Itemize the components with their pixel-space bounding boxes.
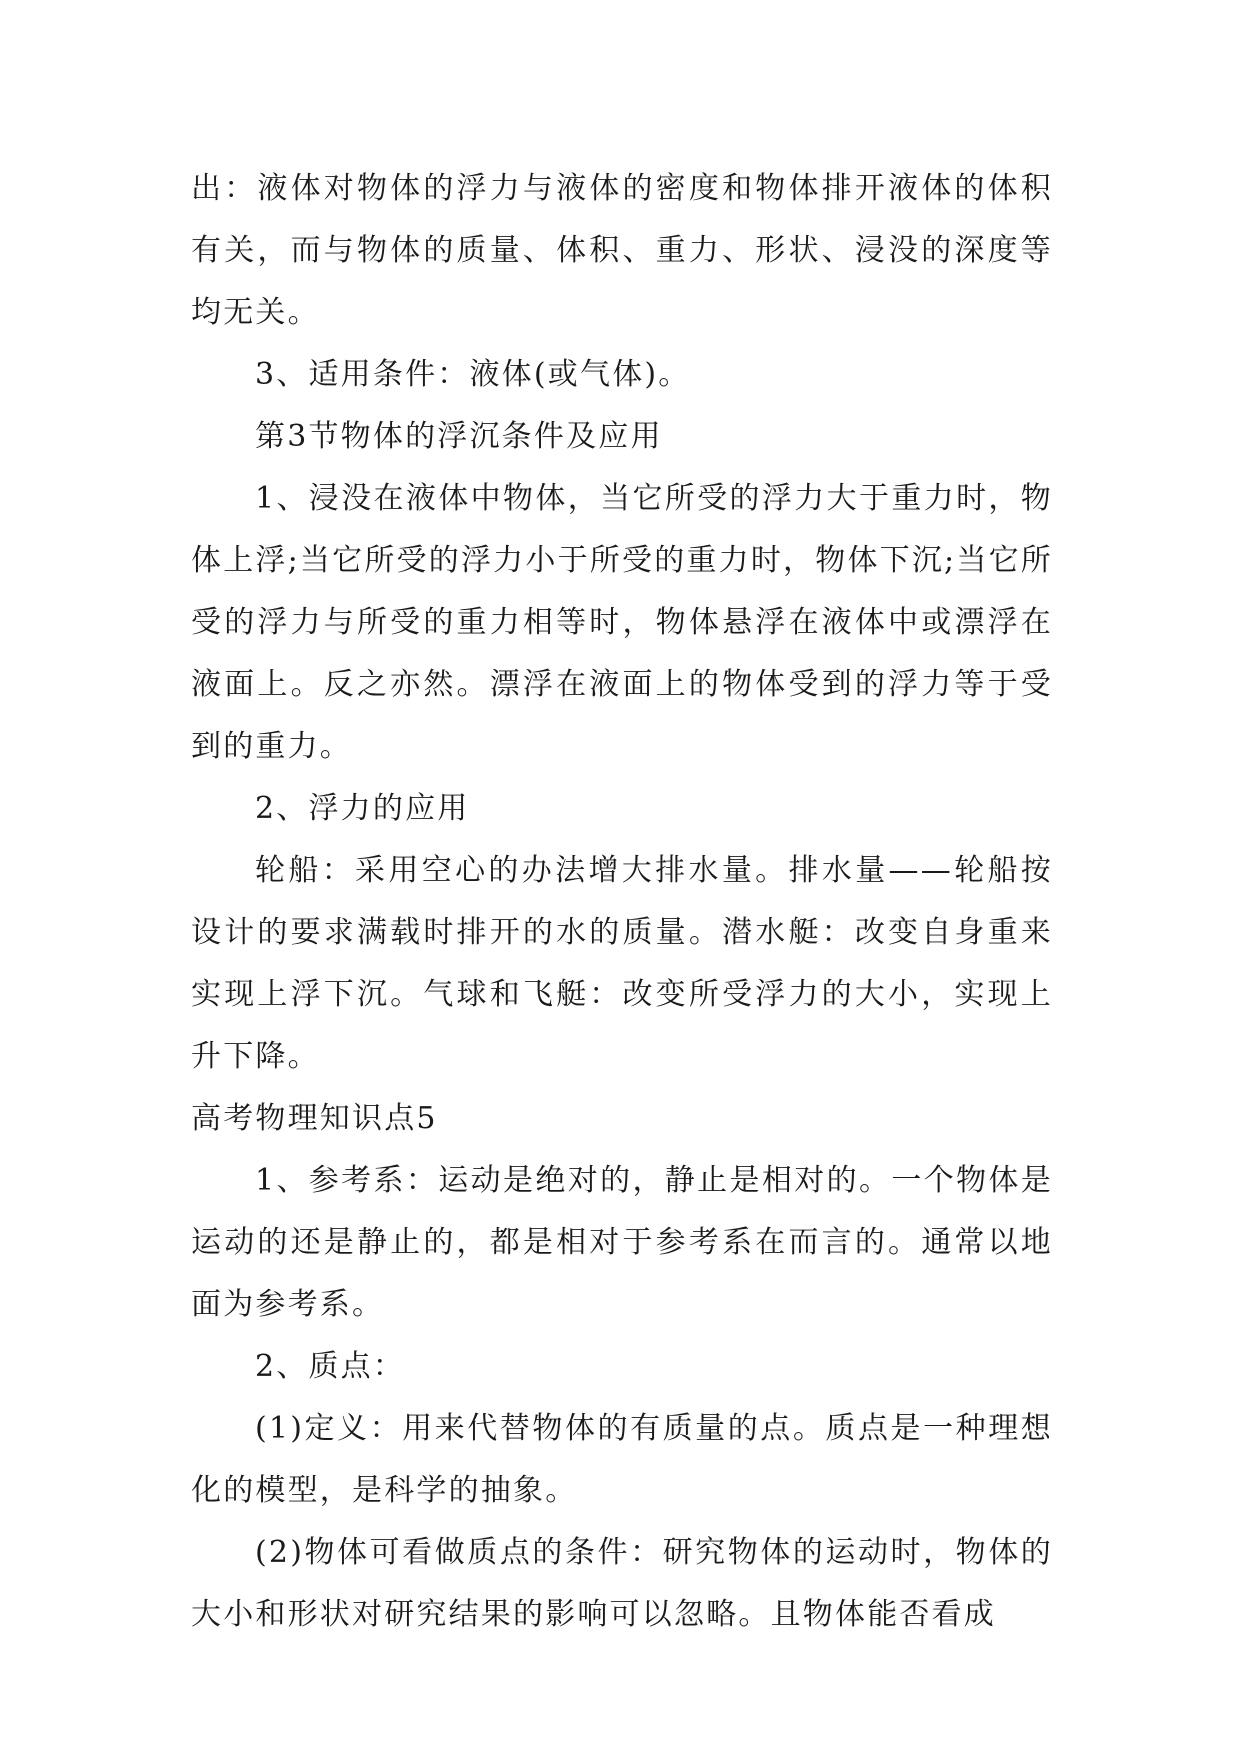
document-body — [191, 158, 1053, 1646]
paragraph-particle-definition: (1)定义：用来代替物体的有质量的点。质点是一种理想化的模型，是科学的抽象。 — [191, 1411, 1053, 1508]
paragraph-particle-conditions: (2)物体可看做质点的条件：研究物体的运动时，物体的大小和形状对研究结果的影响可以忽略。且物体能否看成 — [191, 1535, 1053, 1632]
paragraph-reference-frame: 1、参考系：运动是绝对的，静止是相对的。一个物体是运动的还是静止的，都是相对于参考系在而言的。通常以地面为参考系。 — [191, 1163, 1053, 1322]
paragraph-buoyancy-factors: 出：液体对物体的浮力与液体的密度和物体排开液体的体积有关，而与物体的质量、体积、重力、形状、浸没的深度等均无关。 — [191, 171, 1053, 330]
paragraph-particle-heading: 2、质点： — [255, 1349, 406, 1384]
paragraph-applicable-conditions: 3、适用条件：液体(或气体)。 — [255, 357, 691, 392]
paragraph-buoyancy-applications-heading: 2、浮力的应用 — [255, 791, 470, 826]
section-heading-floating-sinking: 第3节物体的浮沉条件及应用 — [255, 419, 663, 454]
paragraph-floating-sinking-rules: 1、浸没在液体中物体，当它所受的浮力大于重力时，物体上浮;当它所受的浮力小于所受的重力时，物体下沉;当它所受的浮力与所受的重力相等时，物体悬浮在液体中或漂浮在液面上。反之亦然。漂浮在液面上的物体受到的浮力等于受到的重力。 — [191, 481, 1053, 764]
section-heading-knowledge-point-5: 高考物理知识点5 — [191, 1101, 438, 1136]
paragraph-buoyancy-applications: 轮船：采用空心的办法增大排水量。排水量——轮船按设计的要求满载时排开的水的质量。潜水艇：改变自身重来实现上浮下沉。气球和飞艇：改变所受浮力的大小，实现上升下降。 — [191, 853, 1053, 1074]
